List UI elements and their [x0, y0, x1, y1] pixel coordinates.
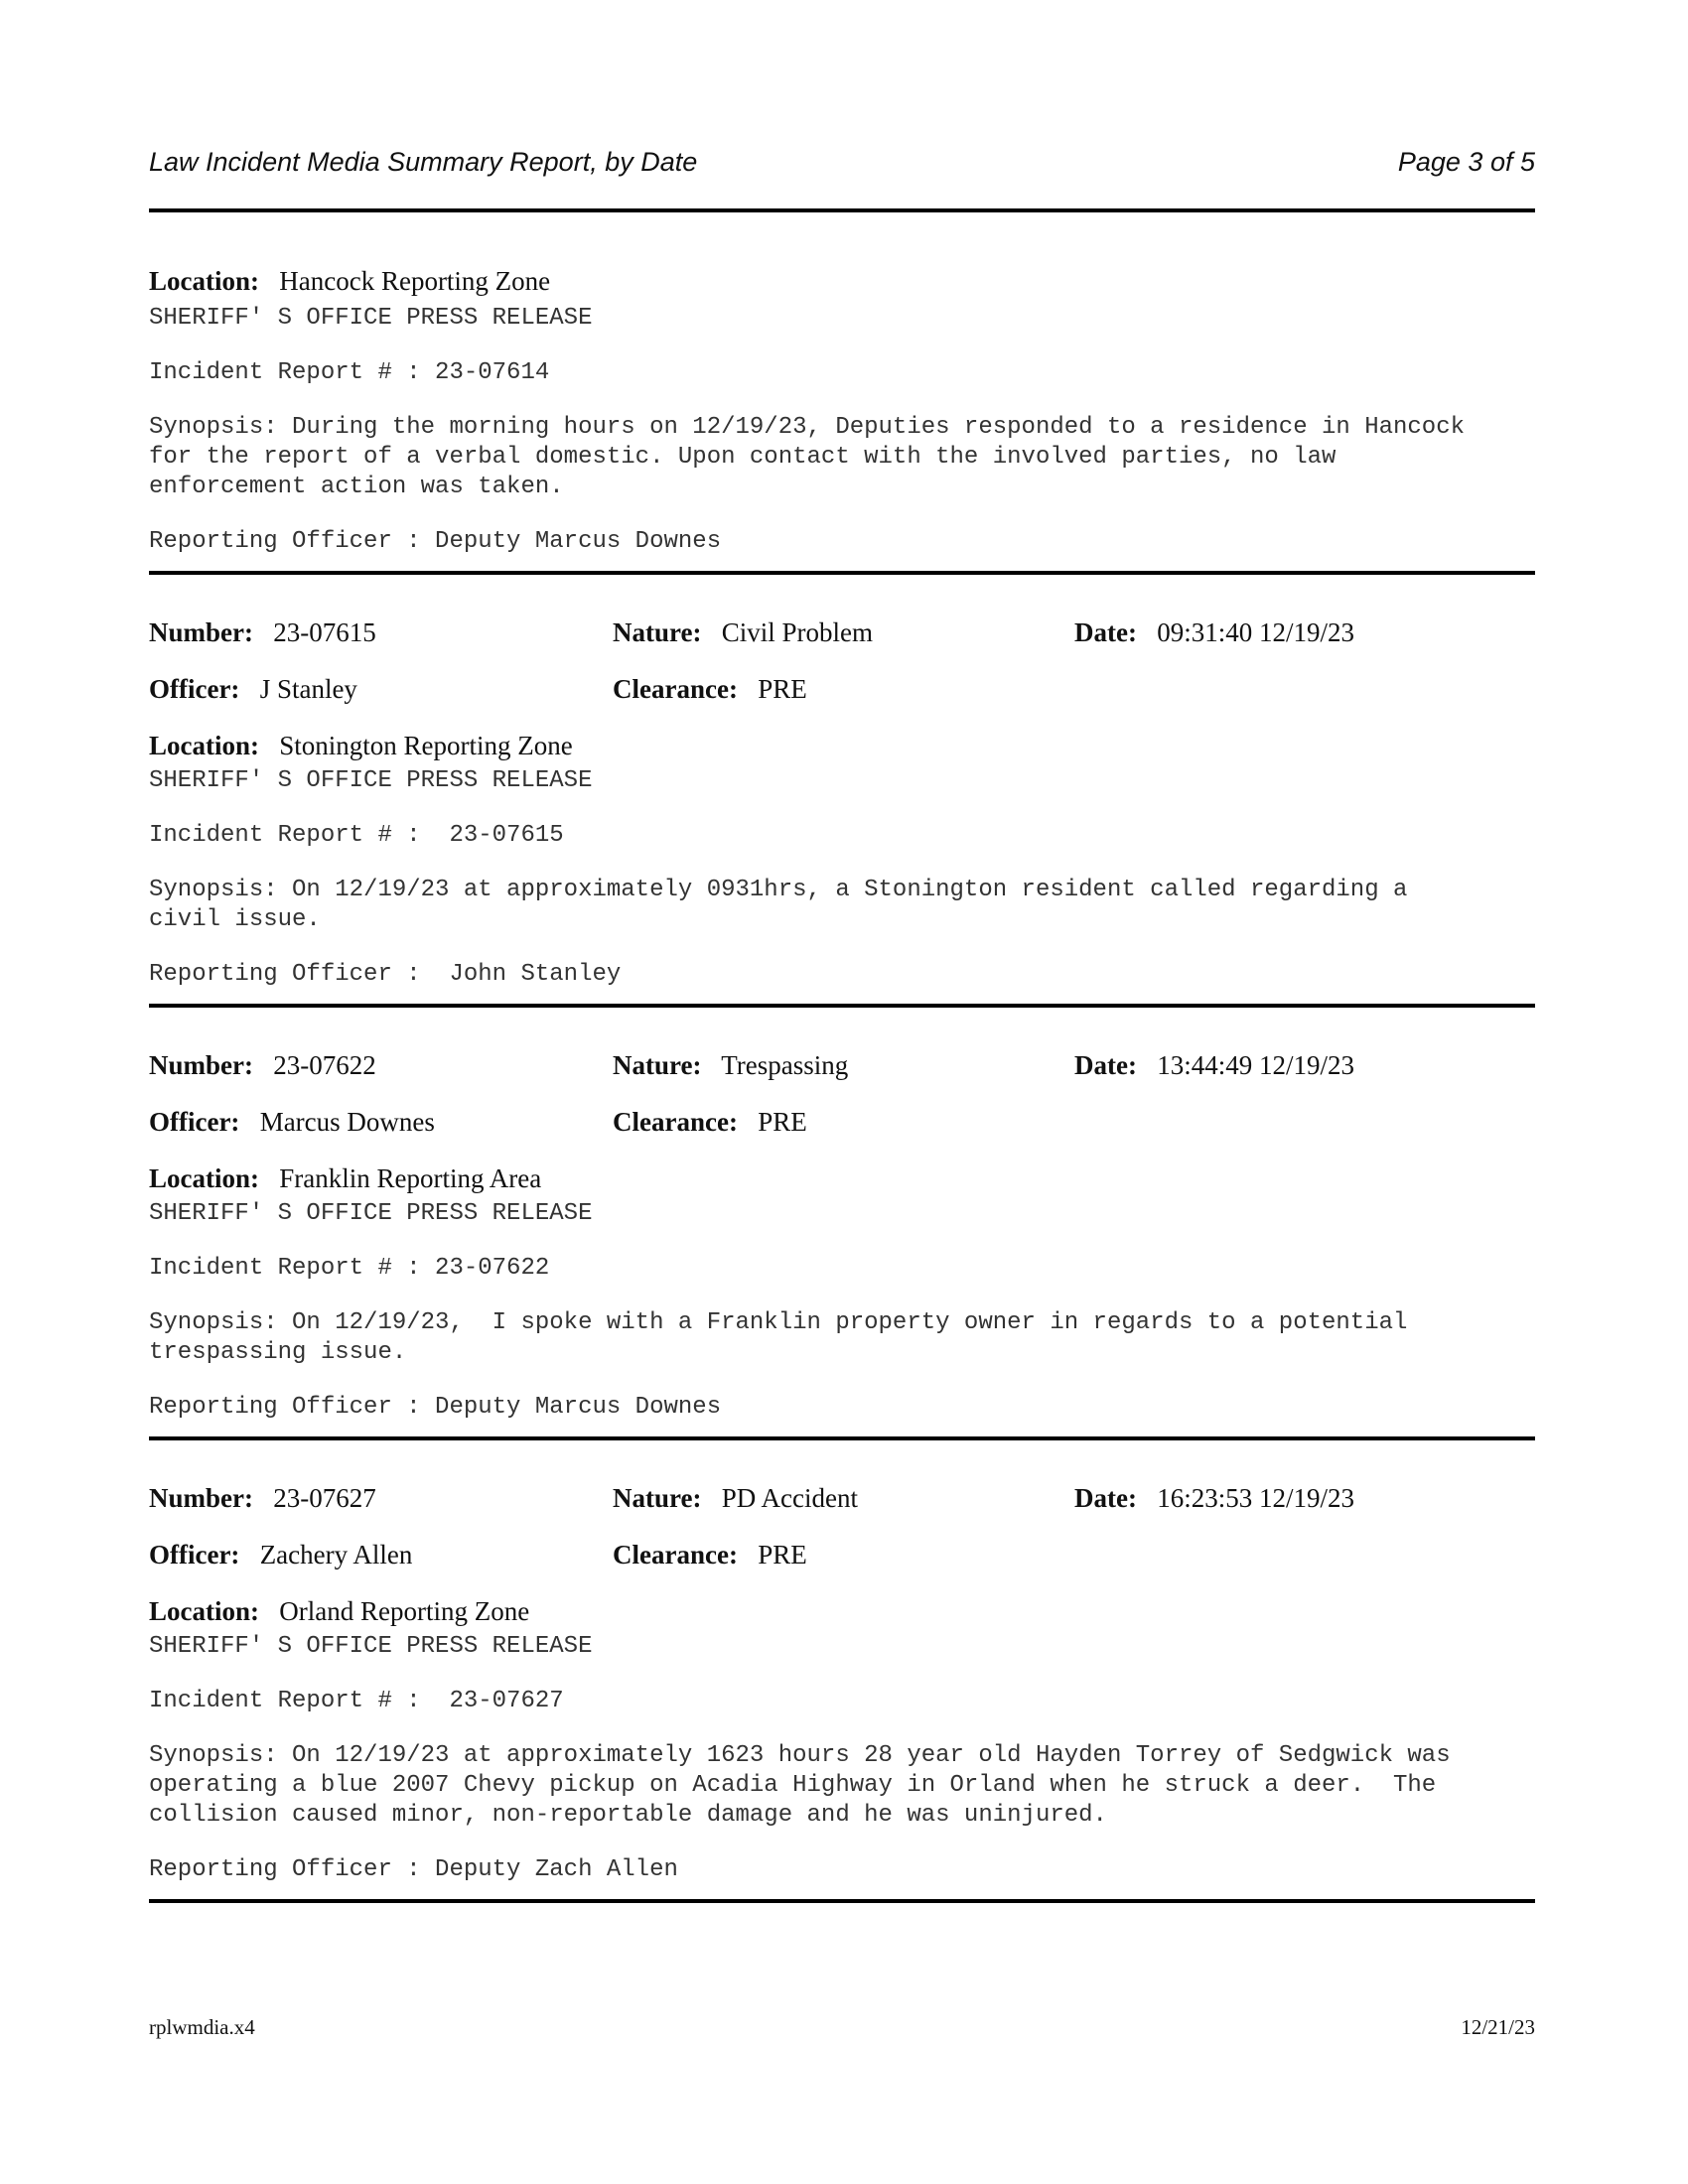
nature-value: PD Accident [721, 1483, 858, 1513]
number-value: 23-07622 [273, 1050, 376, 1080]
incident-report-number: Incident Report # : 23-07615 [149, 822, 564, 849]
location-value: Orland Reporting Zone [279, 1596, 530, 1626]
footer-report-code: rplwmdia.x4 [149, 2015, 255, 2039]
date-field [1074, 1483, 1354, 1514]
clearance-label: Clearance: [613, 1540, 738, 1570]
location-row [149, 266, 550, 297]
location-label: Location: [149, 731, 259, 760]
footer-print-date: 12/21/23 [1461, 2015, 1535, 2039]
location-value: Stonington Reporting Zone [279, 731, 573, 760]
incident-divider [149, 1004, 1535, 1008]
date-field [1074, 1050, 1354, 1081]
location-label: Location: [149, 1163, 259, 1193]
header-divider [149, 208, 1535, 212]
officer-value: J Stanley [259, 674, 357, 704]
nature-field [613, 1483, 858, 1514]
location-value: Franklin Reporting Area [279, 1163, 542, 1193]
clearance-value: PRE [758, 1540, 807, 1570]
officer-value: Zachery Allen [259, 1540, 413, 1570]
clearance-field [613, 1107, 807, 1138]
date-label: Date: [1074, 617, 1137, 647]
officer-value: Marcus Downes [259, 1107, 435, 1137]
nature-value: Civil Problem [721, 617, 873, 647]
date-field [1074, 617, 1354, 648]
press-release-label: SHERIFF' S OFFICE PRESS RELEASE [149, 1633, 593, 1660]
clearance-value: PRE [758, 674, 807, 704]
date-value: 09:31:40 12/19/23 [1157, 617, 1354, 647]
number-field [149, 617, 376, 648]
number-label: Number: [149, 617, 253, 647]
officer-label: Officer: [149, 1107, 240, 1137]
number-field [149, 1483, 376, 1514]
reporting-officer: Reporting Officer : Deputy Marcus Downes [149, 1394, 722, 1421]
number-value: 23-07615 [273, 617, 376, 647]
clearance-label: Clearance: [613, 674, 738, 704]
incident-divider [149, 571, 1535, 575]
incident-divider [149, 1899, 1535, 1903]
page-number: Page 3 of 5 [1397, 147, 1535, 177]
press-release-label: SHERIFF' S OFFICE PRESS RELEASE [149, 767, 593, 794]
press-release-label: SHERIFF' S OFFICE PRESS RELEASE [149, 305, 593, 332]
clearance-field [613, 674, 807, 705]
officer-field [149, 674, 357, 705]
reporting-officer: Reporting Officer : Deputy Marcus Downes [149, 528, 722, 555]
location-row [149, 1163, 541, 1194]
location-label: Location: [149, 1596, 259, 1626]
officer-field [149, 1107, 435, 1138]
incident-divider [149, 1436, 1535, 1440]
officer-label: Officer: [149, 1540, 240, 1570]
nature-field [613, 1050, 848, 1081]
location-row [149, 731, 573, 761]
location-row [149, 1596, 529, 1627]
press-release-label: SHERIFF' S OFFICE PRESS RELEASE [149, 1200, 593, 1227]
nature-label: Nature: [613, 617, 702, 647]
location-label: Location: [149, 266, 259, 296]
date-label: Date: [1074, 1483, 1137, 1513]
nature-value: Trespassing [721, 1050, 849, 1080]
clearance-value: PRE [758, 1107, 807, 1137]
officer-label: Officer: [149, 674, 240, 704]
report-title: Law Incident Media Summary Report, by Date [149, 147, 698, 177]
number-field [149, 1050, 376, 1081]
incident-report-number: Incident Report # : 23-07627 [149, 1688, 564, 1714]
number-value: 23-07627 [273, 1483, 376, 1513]
synopsis: Synopsis: On 12/19/23 at approximately 1623 hours 28 year old Hayden Torrey of Sedgwick was operating a blue 2007 Chevy pickup on Acadia Highway in Orland when he struck a deer. The collision caused minor, non-reportable damage and he was uninjured. [149, 1742, 1451, 1829]
date-value: 16:23:53 12/19/23 [1157, 1483, 1354, 1513]
clearance-field [613, 1540, 807, 1570]
synopsis: Synopsis: During the morning hours on 12/19/23, Deputies responded to a residence in Hancock for the report of a verbal domestic. Upon contact with the involved parties, no law enforcement action was taken. [149, 414, 1466, 500]
officer-field [149, 1540, 412, 1570]
date-value: 13:44:49 12/19/23 [1157, 1050, 1354, 1080]
synopsis: Synopsis: On 12/19/23 at approximately 0931hrs, a Stonington resident called regarding a civil issue. [149, 877, 1408, 933]
reporting-officer: Reporting Officer : Deputy Zach Allen [149, 1856, 678, 1883]
nature-label: Nature: [613, 1483, 702, 1513]
reporting-officer: Reporting Officer : John Stanley [149, 961, 622, 988]
number-label: Number: [149, 1483, 253, 1513]
incident-report-number: Incident Report # : 23-07622 [149, 1255, 550, 1282]
nature-field [613, 617, 873, 648]
location-value: Hancock Reporting Zone [279, 266, 551, 296]
synopsis: Synopsis: On 12/19/23, I spoke with a Franklin property owner in regards to a potential trespassing issue. [149, 1309, 1408, 1366]
number-label: Number: [149, 1050, 253, 1080]
nature-label: Nature: [613, 1050, 702, 1080]
date-label: Date: [1074, 1050, 1137, 1080]
clearance-label: Clearance: [613, 1107, 738, 1137]
incident-report-number: Incident Report # : 23-07614 [149, 359, 550, 386]
